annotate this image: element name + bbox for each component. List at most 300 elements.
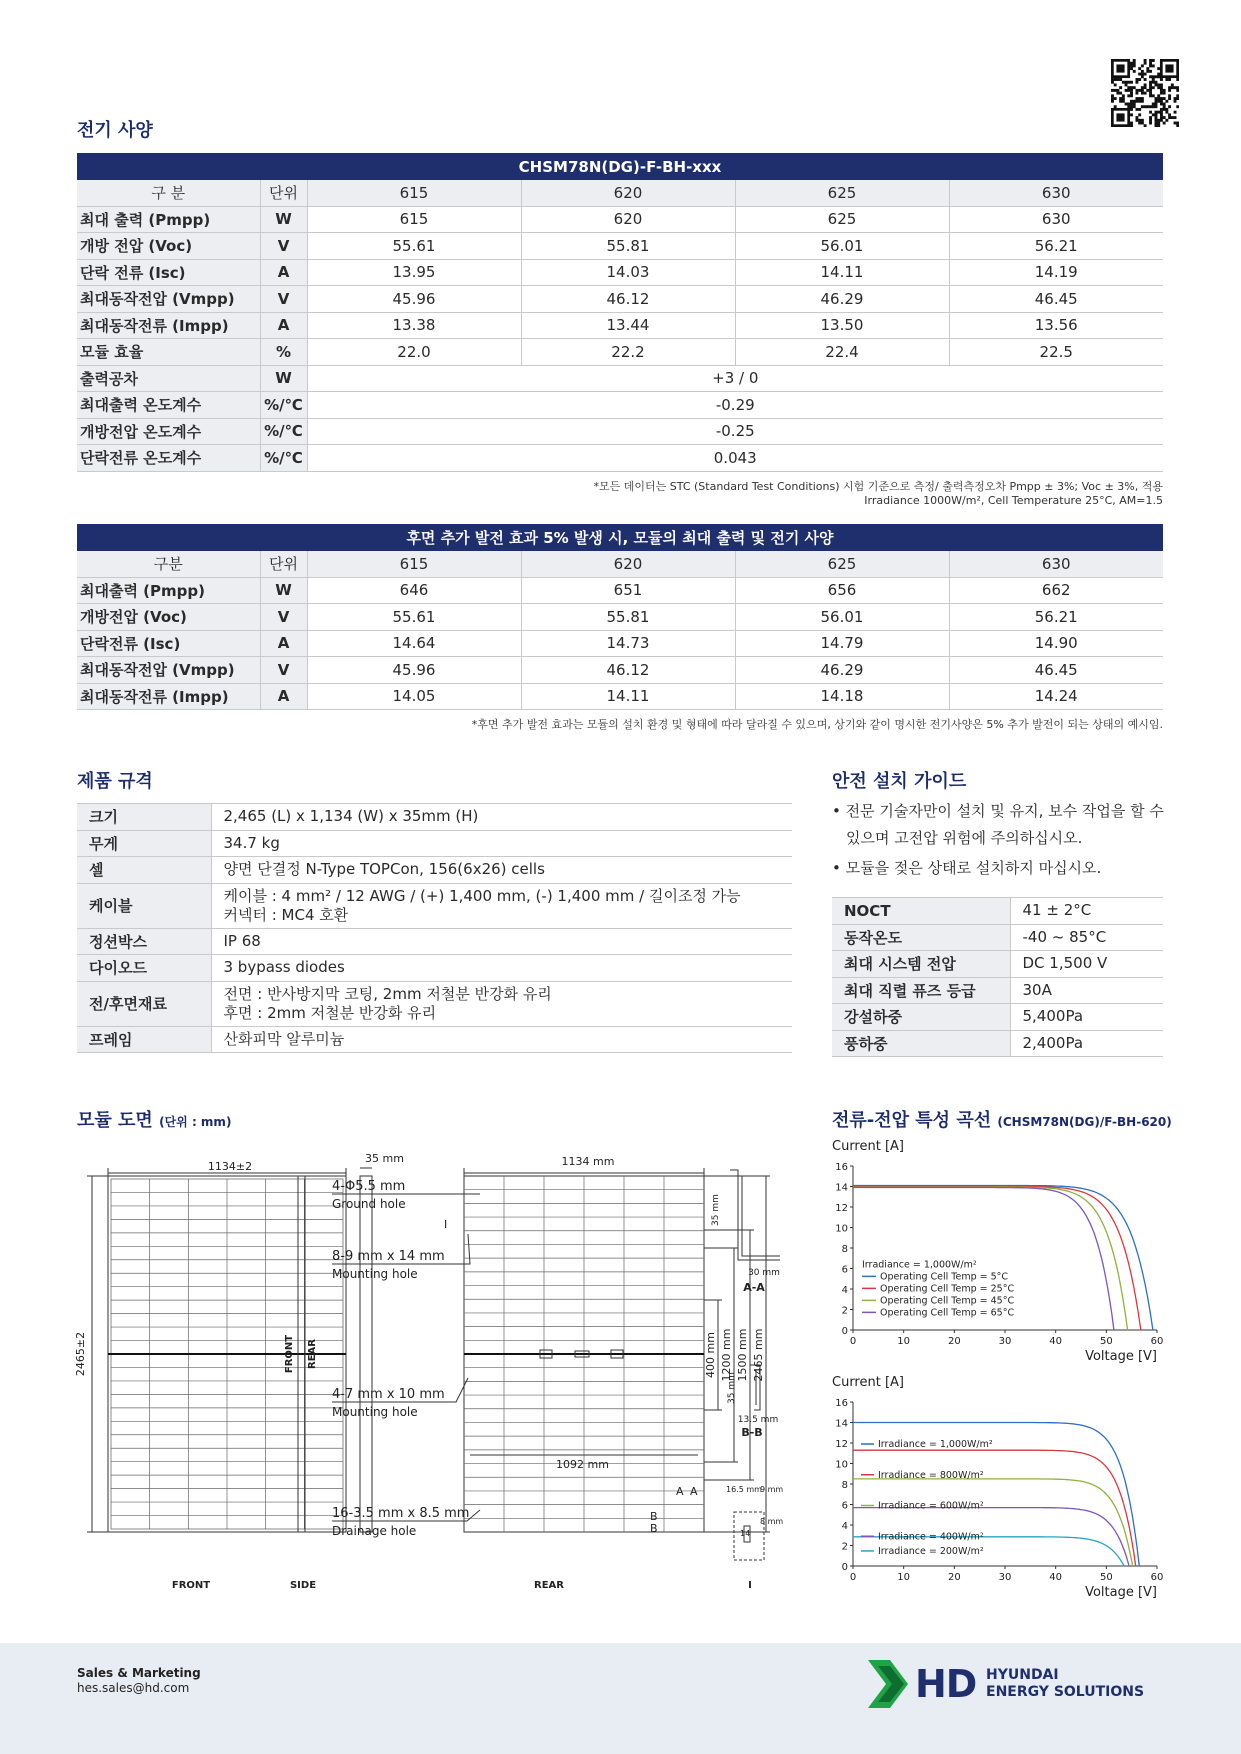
qr-module [1149,116,1152,119]
y-tick-label: 0 [841,1562,848,1573]
front-label: FRONT [171,1580,211,1591]
row-label: 최대동작전류 (Impp) [77,683,260,710]
table-row [77,445,1163,472]
qr-module [1163,122,1166,125]
qr-module [1125,83,1128,86]
row-unit: % [260,339,307,366]
qr-module [1165,78,1168,81]
qr-module [1149,64,1152,67]
side-label: SIDE [289,1580,317,1591]
qr-module [1144,73,1147,76]
row-unit: %/℃ [260,392,307,419]
qr-module [1138,78,1141,81]
i-8: 8 mm [760,1517,784,1526]
qr-module [1163,105,1166,108]
inline-series-label: Irradiance = 200W/m² [878,1545,984,1557]
qr-module [1138,122,1141,125]
qr-module [1155,105,1158,108]
qr-module [1176,89,1179,92]
qr-module [1155,75,1158,78]
row-value: 662 [949,577,1163,604]
qr-module [1176,97,1179,100]
qr-module [1130,89,1133,92]
i-16: 16.5 mm [726,1485,762,1494]
side-thickness-label: 35 mm [365,1152,404,1165]
qr-module [1160,92,1163,95]
section-b-bottom: B [650,1522,658,1535]
qr-module [1116,89,1119,92]
qr-module [1138,119,1141,122]
i-14: 14 [740,1529,751,1538]
qr-module [1135,92,1138,95]
y-tick-label: 16 [835,1398,848,1409]
qr-module [1174,97,1177,100]
spec-value-line: 전면 : 반사방지막 코팅, 2mm 저철분 반강화 유리 [223,984,552,1003]
table-row [832,951,1163,978]
hole3-label: 4-7 mm x 10 mm [332,1387,445,1402]
row-value: 55.81 [521,233,735,260]
row-value: 14.79 [735,630,949,657]
dim-1200: 1200 mm [720,1328,733,1382]
hole4-label: 16-3.5 mm x 8.5 mm [332,1506,470,1521]
row-label: 최대동작전압 (Vmpp) [77,286,260,313]
hd-logo-text: HD [915,1662,977,1706]
y-tick-label: 10 [835,1459,848,1471]
row-value: 55.61 [307,233,521,260]
qr-module [1157,119,1160,122]
row-value: 13.38 [307,312,521,339]
qr-module [1149,59,1152,62]
y-tick-label: 0 [841,1326,848,1337]
qr-module [1168,78,1171,81]
qr-module [1144,83,1147,86]
header-cell: 615 [307,180,521,206]
qr-module [1130,113,1133,116]
qr-module [1149,75,1152,78]
rear-width-label: 1134 mm [561,1155,615,1168]
qr-module [1152,81,1155,84]
row-value: 0.043 [307,445,1163,472]
row-value: 651 [521,577,735,604]
spec-value [211,883,792,928]
qr-module [1127,86,1130,89]
qr-module [1138,108,1141,111]
qr-module [1125,103,1128,106]
table-row [832,924,1163,951]
spec-key: 동작온도 [832,924,1010,951]
spec-value-line: 산화피막 알루미늄 [223,1029,345,1048]
table-row [77,683,1163,710]
qr-module [1157,86,1160,89]
electrical-note-2: Irradiance 1000W/m², Cell Temperature 25°C, AM=1.5 [864,494,1163,507]
row-unit: W [260,577,307,604]
row-value: 646 [307,577,521,604]
inline-series-label: Irradiance = 400W/m² [878,1531,984,1543]
qr-module [1168,97,1171,100]
qr-module [1157,94,1160,97]
row-value: 46.29 [735,286,949,313]
hole2-label: 8-9 mm x 14 mm [332,1249,445,1264]
row-unit: A [260,630,307,657]
qr-module [1163,103,1166,106]
qr-module [1149,122,1152,125]
bb-35: 35 mm [727,1372,737,1404]
qr-module [1176,105,1179,108]
qr-module [1130,67,1133,70]
qr-module [1133,105,1136,108]
row-value: 656 [735,577,949,604]
y-tick-label: 8 [841,1244,848,1255]
qr-module [1146,105,1149,108]
qr-module [1127,103,1130,106]
y-tick-label: 2 [841,1541,848,1553]
product-heading: 제품 규격 [77,771,153,792]
hd-logo-sub [986,1667,1144,1701]
qr-module [1149,83,1152,86]
y-tick-label: 10 [835,1223,848,1235]
qr-module [1146,70,1149,73]
qr-module [1133,59,1136,62]
qr-module [1144,92,1147,95]
x-tick-label: 30 [998,1572,1012,1583]
qr-module [1122,100,1125,103]
qr-module [1174,86,1177,89]
product-spec-table [77,803,792,1053]
iv-chart-temperature [830,1136,1170,1368]
qr-code [1111,59,1179,127]
row-value: 14.64 [307,630,521,657]
qr-module [1141,92,1144,95]
spec-value-line: 케이블 : 4 mm² / 12 AWG / (+) 1,400 mm, (-) 1,400 mm / 길이조정 가능 [223,886,741,905]
qr-module [1135,78,1138,81]
qr-module [1149,62,1152,65]
table-row [77,1026,792,1053]
qr-module [1138,67,1141,70]
spec-value [211,955,792,982]
qr-finder-core [1165,64,1173,72]
row-unit: V [260,233,307,260]
qr-module [1168,116,1171,119]
qr-module [1141,86,1144,89]
x-tick-label: 10 [897,1336,911,1347]
footer-sales-title: Sales & Marketing [77,1666,201,1680]
qr-module [1138,100,1141,103]
qr-module [1176,78,1179,81]
qr-module [1111,100,1114,103]
x-tick-label: 10 [897,1572,911,1583]
qr-module [1174,122,1177,125]
row-value: 14.18 [735,683,949,710]
header-cell: 구 분 [77,180,260,206]
row-unit: V [260,286,307,313]
legend-label: Operating Cell Temp = 25°C [880,1283,1015,1295]
aa-label: A-A [743,1281,765,1294]
iv-heading: 전류-전압 특성 곡선 (CHSM78N(DG)/F-BH-620) [832,1110,1172,1131]
row-value: 55.81 [521,604,735,631]
x-tick-label: 60 [1150,1572,1164,1583]
qr-module [1130,81,1133,84]
row-label: 출력공차 [77,365,260,392]
qr-module [1152,64,1155,67]
qr-module [1157,124,1160,127]
qr-finder-core [1116,64,1124,72]
row-value: 14.11 [735,259,949,286]
y-tick-label: 8 [841,1480,848,1491]
table-row [77,392,1163,419]
i-label: I [748,1580,752,1591]
row-value: 13.44 [521,312,735,339]
module-drawing [70,1140,810,1600]
bifacial-title: 후면 추가 발전 효과 5% 발생 시, 모듈의 최대 출력 및 전기 사양 [77,524,1163,551]
qr-module [1130,92,1133,95]
qr-module [1135,108,1138,111]
qr-module [1176,94,1179,97]
section-a-right: A [690,1485,698,1498]
iv-chart-irradiance [830,1372,1170,1606]
qr-module [1141,73,1144,76]
qr-module [1157,73,1160,76]
bb-label: B-B [741,1426,763,1439]
section-a-left: A [676,1485,684,1498]
y-tick-label: 14 [835,1182,848,1194]
spec-value [211,981,792,1026]
spec-value [211,830,792,857]
y-tick-label: 4 [841,1285,848,1296]
row-value: 46.29 [735,657,949,684]
qr-module [1171,116,1174,119]
qr-module [1171,83,1174,86]
side-rear-label: REAR [307,1339,318,1369]
row-value: 13.95 [307,259,521,286]
spec-value [211,928,792,955]
table-row [77,312,1163,339]
rear-label: REAR [534,1580,564,1591]
y-tick-label: 12 [835,1439,848,1450]
table-row [77,259,1163,286]
qr-module [1146,89,1149,92]
qr-module [1149,81,1152,84]
row-label: 개방전압 (Voc) [77,604,260,631]
x-tick-label: 40 [1049,1336,1063,1347]
table-row [832,898,1163,925]
qr-module [1119,86,1122,89]
table-row [77,233,1163,260]
qr-module [1111,81,1114,84]
qr-module [1133,103,1136,106]
qr-module [1168,94,1171,97]
aa-30: 30 mm [748,1268,780,1278]
qr-module [1133,64,1136,67]
table-row [77,365,1163,392]
row-value: 22.0 [307,339,521,366]
qr-module [1160,86,1163,89]
qr-module [1141,64,1144,67]
hole4-sub: Drainage hole [332,1524,417,1538]
row-value: 22.5 [949,339,1163,366]
qr-module [1135,81,1138,84]
qr-module [1160,113,1163,116]
qr-module [1135,116,1138,119]
qr-module [1111,97,1114,100]
table-row [77,928,792,955]
qr-module [1130,62,1133,65]
row-value: 14.03 [521,259,735,286]
detail-i-marker: I [444,1218,448,1231]
row-value: 22.4 [735,339,949,366]
inline-series-label: Irradiance = 600W/m² [878,1500,984,1512]
qr-module [1160,83,1163,86]
qr-module [1114,105,1117,108]
row-value: 14.11 [521,683,735,710]
qr-module [1160,103,1163,106]
header-cell: 620 [521,180,735,206]
row-unit: V [260,657,307,684]
row-unit: A [260,683,307,710]
x-tick-label: 50 [1099,1336,1113,1347]
spec-key: 프레임 [77,1026,211,1053]
safety-spec-table [832,897,1163,1057]
qr-module [1160,108,1163,111]
qr-module [1127,81,1130,84]
row-value: 56.01 [735,604,949,631]
i-9: 9 mm [760,1485,784,1494]
row-value: 14.19 [949,259,1163,286]
hd-logo-line1: HYUNDAI [986,1667,1059,1683]
qr-module [1160,111,1163,114]
qr-module [1144,62,1147,65]
qr-module [1144,105,1147,108]
spec-value [211,804,792,831]
qr-module [1149,105,1152,108]
y-tick-label: 12 [835,1203,848,1214]
bb-13: 13.5 mm [737,1415,779,1425]
electrical-heading: 전기 사양 [77,120,153,141]
y-axis-label: Current [A] [832,1139,904,1154]
qr-module [1130,100,1133,103]
footer-email[interactable]: hes.sales@hd.com [77,1681,190,1695]
row-unit: V [260,604,307,631]
qr-module [1119,92,1122,95]
spec-value: 30A [1010,977,1163,1004]
qr-module [1165,111,1168,114]
qr-module [1157,111,1160,114]
qr-module [1116,92,1119,95]
row-value: 56.21 [949,233,1163,260]
qr-module [1114,97,1117,100]
header-cell: 625 [735,551,949,577]
spec-value-line: 양면 단결정 N-Type TOPCon, 156(6x26) cells [223,860,545,879]
qr-module [1122,81,1125,84]
x-axis-label: Voltage [V] [1085,1349,1157,1364]
row-value: 45.96 [307,286,521,313]
qr-module [1141,105,1144,108]
row-value: 615 [307,206,521,233]
row-label: 개방전압 온도계수 [77,418,260,445]
qr-module [1116,78,1119,81]
spec-key: 강설하중 [832,1004,1010,1031]
qr-module [1141,75,1144,78]
qr-module [1174,116,1177,119]
qr-module [1133,86,1136,89]
table-row [77,577,1163,604]
row-label: 최대출력 온도계수 [77,392,260,419]
qr-module [1163,89,1166,92]
qr-module [1141,100,1144,103]
spec-value: 2,400Pa [1010,1030,1163,1057]
row-value: 46.12 [521,657,735,684]
qr-module [1176,86,1179,89]
legend-title: Irradiance = 1,000W/m² [862,1259,977,1271]
qr-module [1119,100,1122,103]
x-tick-label: 30 [998,1336,1012,1347]
footer [0,1643,1241,1754]
qr-module [1141,119,1144,122]
row-value: 14.90 [949,630,1163,657]
row-value: 625 [735,206,949,233]
hole1-label: 4-Φ5.5 mm [332,1179,406,1194]
qr-module [1119,97,1122,100]
qr-module [1155,111,1158,114]
table-row [77,981,792,1026]
qr-module [1149,119,1152,122]
qr-module [1163,108,1166,111]
x-tick-label: 50 [1099,1572,1113,1583]
safety-bullet-1: • 전문 기술자만이 설치 및 유지, 보수 작업을 할 수 [832,802,1164,820]
row-label: 최대 출력 (Pmpp) [77,206,260,233]
table-row [832,1004,1163,1031]
spec-key: 셀 [77,857,211,884]
section-b-top: B [650,1510,658,1523]
qr-module [1130,64,1133,67]
table-row [832,1030,1163,1057]
safety-bullet-2: • 모듈을 젖은 상태로 설치하지 마십시오. [832,859,1102,877]
safety-bullet-1-cont: 있으며 고전압 위험에 주의하십시오. [846,829,1083,847]
row-label: 개방 전압 (Voc) [77,233,260,260]
row-value: 46.12 [521,286,735,313]
qr-module [1144,86,1147,89]
qr-module [1171,86,1174,89]
qr-module [1127,105,1130,108]
qr-module [1133,70,1136,73]
hd-logo [868,1660,1168,1712]
qr-module [1114,83,1117,86]
row-value: 56.21 [949,604,1163,631]
row-value: 55.61 [307,604,521,631]
table-row [77,657,1163,684]
hole2-sub: Mounting hole [332,1267,418,1281]
front-width-label: 1134±2 [207,1160,253,1173]
qr-module [1119,78,1122,81]
row-unit: W [260,206,307,233]
spec-key: 풍하중 [832,1030,1010,1057]
dim-400: 400 mm [704,1332,717,1378]
qr-module [1160,78,1163,81]
spec-value-line: IP 68 [223,931,261,950]
qr-module [1152,113,1155,116]
spec-key: 정션박스 [77,928,211,955]
qr-module [1149,92,1152,95]
spec-value [211,1026,792,1053]
qr-module [1141,70,1144,73]
side-front-label: FRONT [284,1334,295,1374]
dim-2465: 2465 mm [752,1328,765,1382]
qr-module [1138,73,1141,76]
spec-key: NOCT [832,898,1010,925]
qr-module [1130,108,1133,111]
row-value: 14.24 [949,683,1163,710]
row-value: 22.2 [521,339,735,366]
qr-module [1155,122,1158,125]
